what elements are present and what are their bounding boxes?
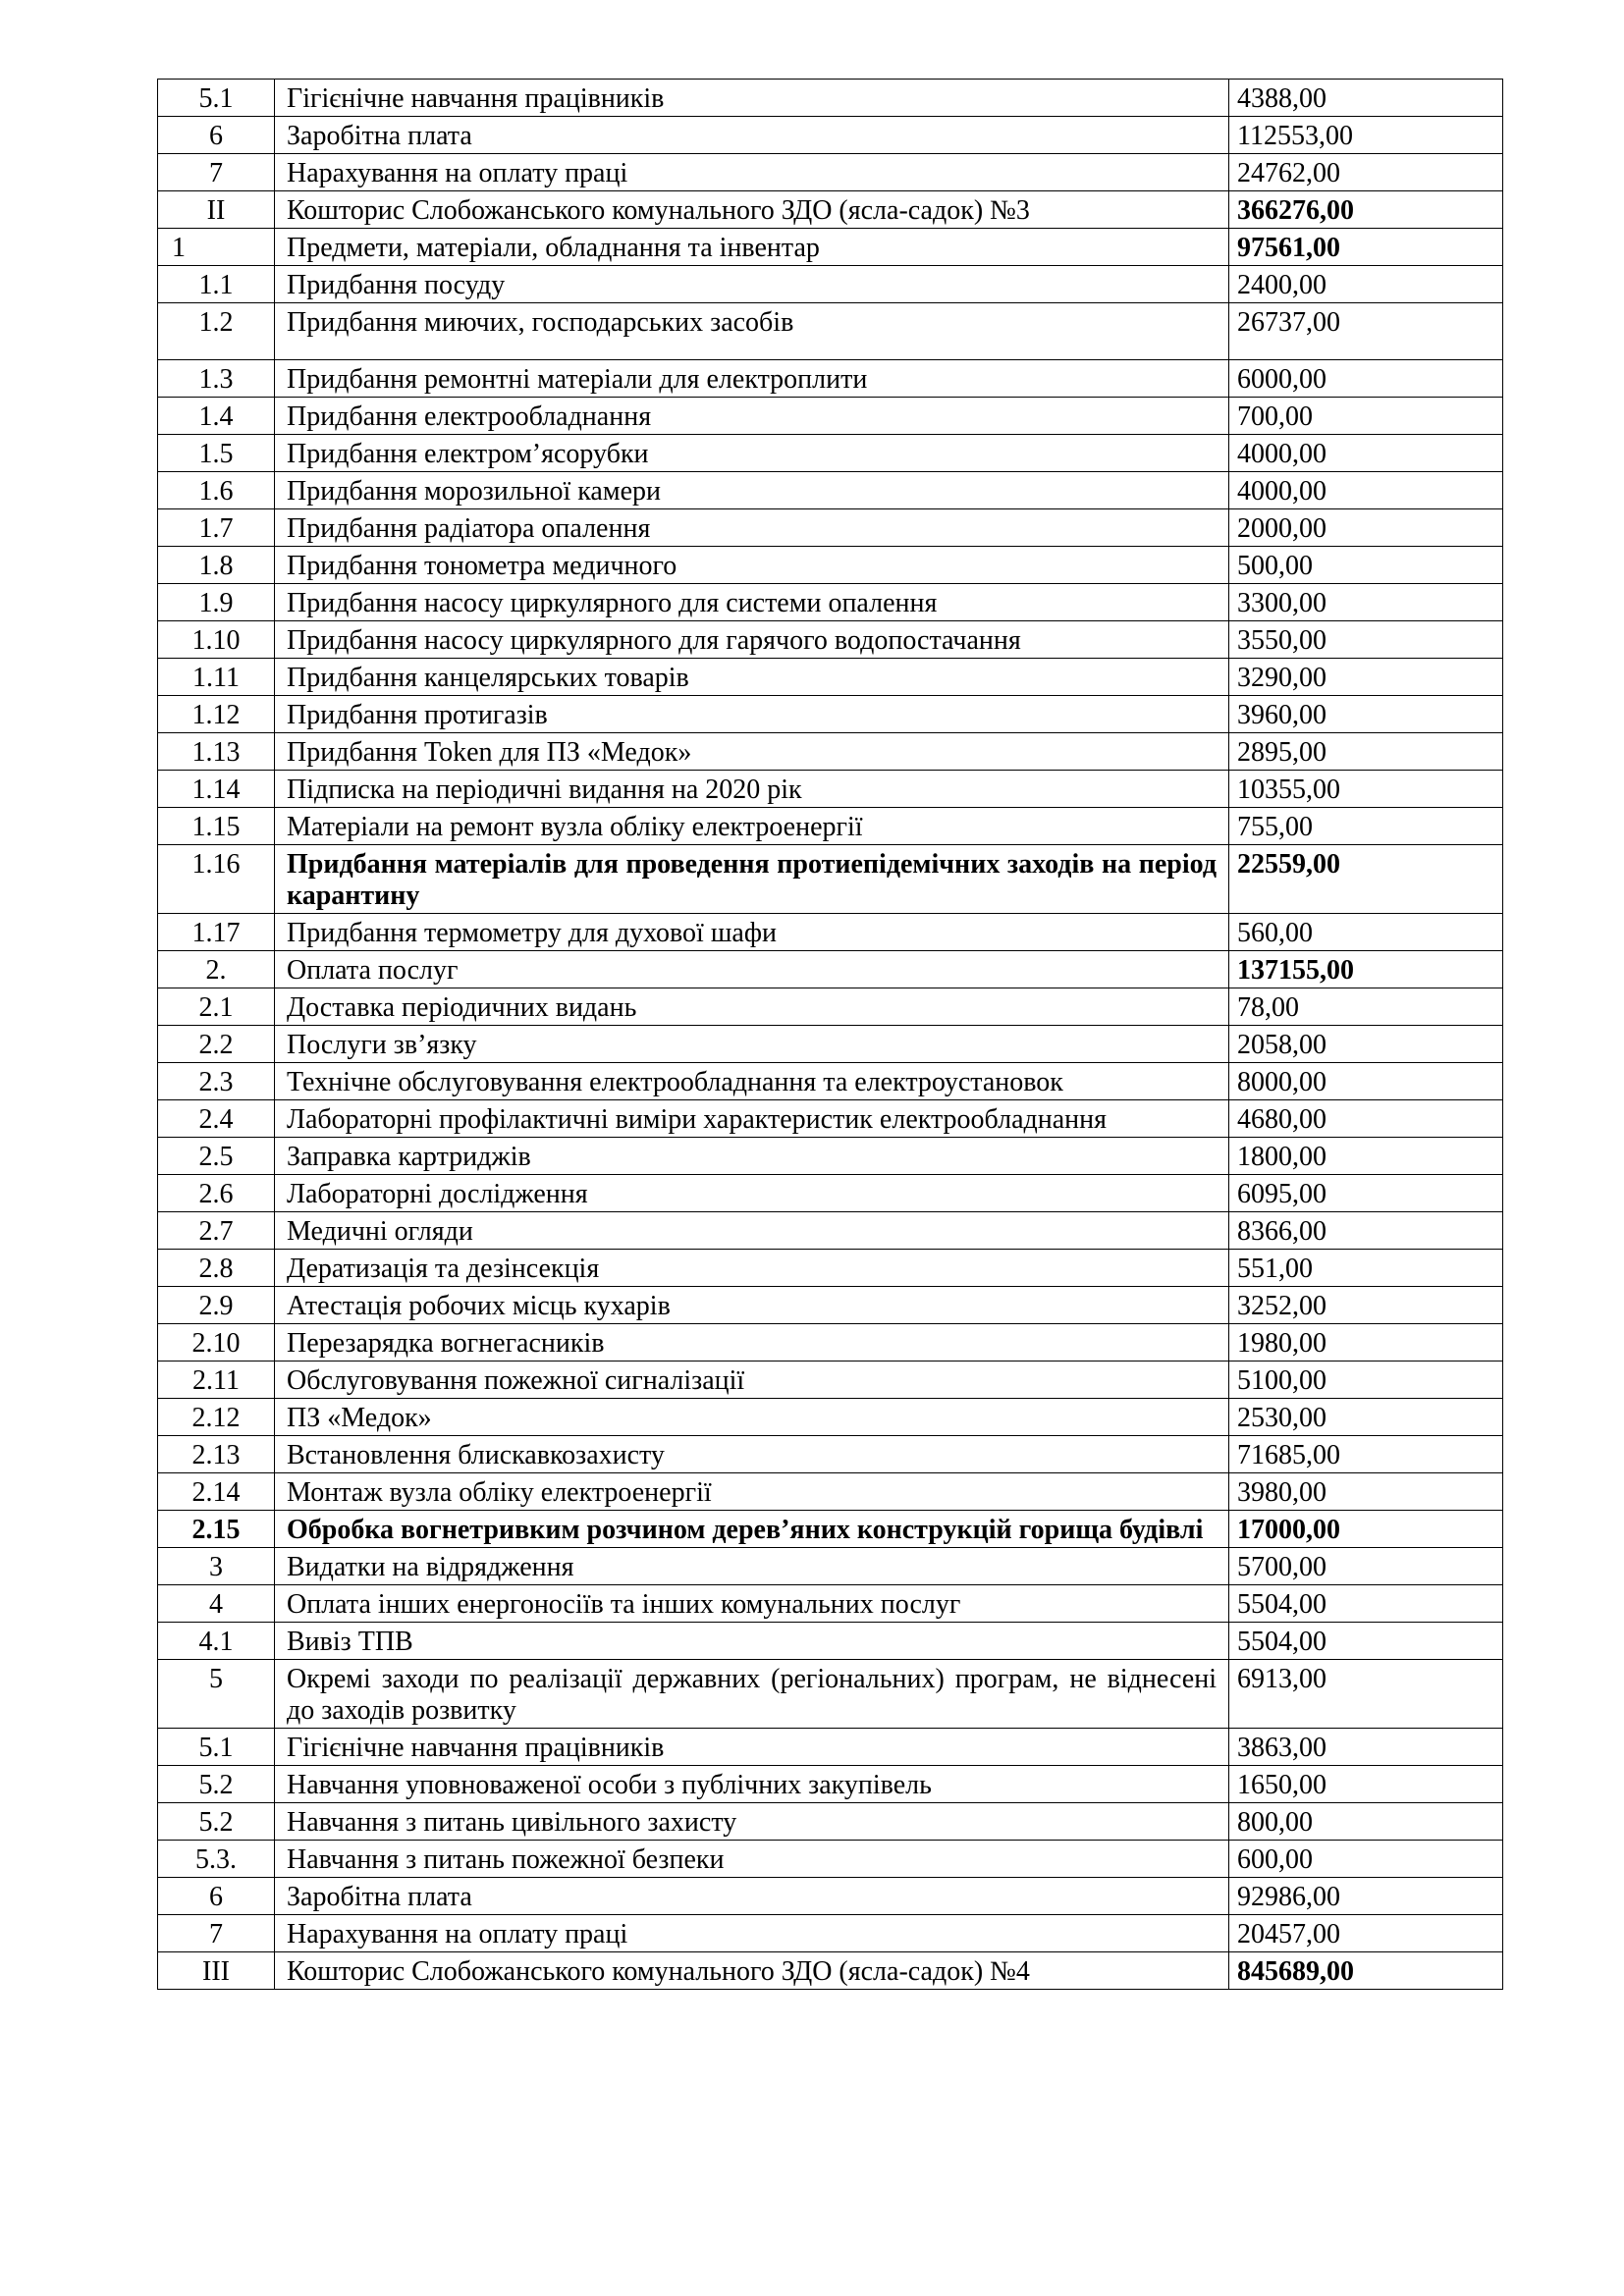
- row-amount: 20457,00: [1229, 1915, 1503, 1952]
- table-row: [158, 80, 1503, 117]
- row-description: Перезарядка вогнегасників: [275, 1324, 1229, 1362]
- row-number: 6: [158, 1878, 275, 1915]
- row-number: 1.9: [158, 584, 275, 621]
- row-description: Медичні огляди: [275, 1212, 1229, 1250]
- row-amount: 1800,00: [1229, 1138, 1503, 1175]
- section-row: [158, 1952, 1503, 1990]
- table-row: [158, 1915, 1503, 1952]
- table-row: [158, 1660, 1503, 1729]
- section-row: [158, 191, 1503, 229]
- row-amount: 755,00: [1229, 808, 1503, 845]
- table-row: [158, 1212, 1503, 1250]
- row-amount: 3290,00: [1229, 659, 1503, 696]
- row-number: 7: [158, 154, 275, 191]
- row-amount: 1650,00: [1229, 1766, 1503, 1803]
- row-description: Придбання радіатора опалення: [275, 509, 1229, 547]
- row-description: Окремі заходи по реалізації державних (регіональних) програм, не віднесені до заходів розвитку: [275, 1660, 1229, 1729]
- table-row: [158, 1623, 1503, 1660]
- row-number: 6: [158, 117, 275, 154]
- row-amount: 4000,00: [1229, 472, 1503, 509]
- row-description: Дератизація та дезінсекція: [275, 1250, 1229, 1287]
- row-amount: 3550,00: [1229, 621, 1503, 659]
- row-description: Придбання миючих, господарських засобів: [275, 303, 1229, 360]
- row-number: 1.3: [158, 360, 275, 398]
- row-amount: 22559,00: [1229, 845, 1503, 914]
- row-description: Придбання матеріалів для проведення протиепідемічних заходів на період карантину: [275, 845, 1229, 914]
- row-number: 7: [158, 1915, 275, 1952]
- row-amount: 4000,00: [1229, 435, 1503, 472]
- row-description: Придбання електрообладнання: [275, 398, 1229, 435]
- row-description: Лабораторні дослідження: [275, 1175, 1229, 1212]
- row-amount: 3252,00: [1229, 1287, 1503, 1324]
- row-description: Навчання з питань пожежної безпеки: [275, 1841, 1229, 1878]
- table-row: [158, 1841, 1503, 1878]
- table-row: [158, 154, 1503, 191]
- row-number: 1: [158, 229, 275, 266]
- row-number: 2.6: [158, 1175, 275, 1212]
- row-description: Навчання уповноваженої особи з публічних закупівель: [275, 1766, 1229, 1803]
- row-number: 1.8: [158, 547, 275, 584]
- row-amount: 4388,00: [1229, 80, 1503, 117]
- row-description: Підписка на періодичні видання на 2020 рік: [275, 771, 1229, 808]
- row-amount: 800,00: [1229, 1803, 1503, 1841]
- row-amount: 24762,00: [1229, 154, 1503, 191]
- table-row: [158, 435, 1503, 472]
- row-number: 2.5: [158, 1138, 275, 1175]
- row-amount: 137155,00: [1229, 951, 1503, 988]
- row-amount: 26737,00: [1229, 303, 1503, 360]
- table-row: [158, 733, 1503, 771]
- row-amount: 2058,00: [1229, 1026, 1503, 1063]
- row-number: II: [158, 191, 275, 229]
- table-row: [158, 360, 1503, 398]
- row-number: 4.1: [158, 1623, 275, 1660]
- row-amount: 500,00: [1229, 547, 1503, 584]
- row-description: Заправка картриджів: [275, 1138, 1229, 1175]
- table-row: [158, 914, 1503, 951]
- row-amount: 3980,00: [1229, 1473, 1503, 1511]
- row-amount: 3300,00: [1229, 584, 1503, 621]
- row-number: 2.11: [158, 1362, 275, 1399]
- row-amount: 2895,00: [1229, 733, 1503, 771]
- row-description: Технічне обслуговування електрообладнання та електроустановок: [275, 1063, 1229, 1100]
- row-number: 2.13: [158, 1436, 275, 1473]
- row-number: 2.3: [158, 1063, 275, 1100]
- row-number: 5: [158, 1660, 275, 1729]
- table-row: [158, 547, 1503, 584]
- row-number: 1.16: [158, 845, 275, 914]
- row-number: 2.10: [158, 1324, 275, 1362]
- row-number: 5.3.: [158, 1841, 275, 1878]
- row-description: Придбання термометру для духової шафи: [275, 914, 1229, 951]
- row-description: Оплата послуг: [275, 951, 1229, 988]
- row-number: 1.11: [158, 659, 275, 696]
- row-description: Заробітна плата: [275, 117, 1229, 154]
- row-description: Гігієнічне навчання працівників: [275, 80, 1229, 117]
- row-description: Придбання посуду: [275, 266, 1229, 303]
- row-number: III: [158, 1952, 275, 1990]
- row-number: 4: [158, 1585, 275, 1623]
- table-row: [158, 1436, 1503, 1473]
- table-row: [158, 1585, 1503, 1623]
- table-row: [158, 584, 1503, 621]
- table-row: [158, 509, 1503, 547]
- row-amount: 6095,00: [1229, 1175, 1503, 1212]
- table-row: [158, 1399, 1503, 1436]
- table-row: [158, 1729, 1503, 1766]
- row-amount: 600,00: [1229, 1841, 1503, 1878]
- row-amount: 4680,00: [1229, 1100, 1503, 1138]
- row-number: 1.17: [158, 914, 275, 951]
- row-description: Заробітна плата: [275, 1878, 1229, 1915]
- row-amount: 6000,00: [1229, 360, 1503, 398]
- row-number: 1.7: [158, 509, 275, 547]
- row-number: 2.14: [158, 1473, 275, 1511]
- row-amount: 112553,00: [1229, 117, 1503, 154]
- table-row: [158, 1026, 1503, 1063]
- table-row: [158, 621, 1503, 659]
- row-amount: 551,00: [1229, 1250, 1503, 1287]
- table-row: [158, 1138, 1503, 1175]
- table-row: [158, 1287, 1503, 1324]
- row-number: 2.8: [158, 1250, 275, 1287]
- row-description: Навчання з питань цивільного захисту: [275, 1803, 1229, 1841]
- table-row: [158, 988, 1503, 1026]
- table-row: [158, 659, 1503, 696]
- row-amount: 97561,00: [1229, 229, 1503, 266]
- table-row: [158, 229, 1503, 266]
- row-description: Придбання морозильної камери: [275, 472, 1229, 509]
- row-number: 2.1: [158, 988, 275, 1026]
- row-description: Обробка вогнетривким розчином дерев’яних конструкцій горища будівлі: [275, 1511, 1229, 1548]
- row-amount: 5700,00: [1229, 1548, 1503, 1585]
- row-amount: 366276,00: [1229, 191, 1503, 229]
- row-number: 1.4: [158, 398, 275, 435]
- table-row: [158, 1063, 1503, 1100]
- row-number: 5.2: [158, 1766, 275, 1803]
- row-amount: 10355,00: [1229, 771, 1503, 808]
- row-number: 1.6: [158, 472, 275, 509]
- row-amount: 2400,00: [1229, 266, 1503, 303]
- row-description: Нарахування на оплату праці: [275, 1915, 1229, 1952]
- row-number: 5.1: [158, 1729, 275, 1766]
- row-description: Доставка періодичних видань: [275, 988, 1229, 1026]
- row-amount: 6913,00: [1229, 1660, 1503, 1729]
- row-amount: 3960,00: [1229, 696, 1503, 733]
- budget-table-body: [158, 80, 1503, 1990]
- row-number: 2.7: [158, 1212, 275, 1250]
- table-row: [158, 1511, 1503, 1548]
- table-row: [158, 398, 1503, 435]
- budget-table: [157, 79, 1503, 1990]
- row-description: Вивіз ТПВ: [275, 1623, 1229, 1660]
- row-number: 2.4: [158, 1100, 275, 1138]
- table-row: [158, 951, 1503, 988]
- table-row: [158, 1324, 1503, 1362]
- row-description: ПЗ «Медок»: [275, 1399, 1229, 1436]
- row-number: 5.2: [158, 1803, 275, 1841]
- row-amount: 2000,00: [1229, 509, 1503, 547]
- row-description: Придбання насосу циркулярного для гарячого водопостачання: [275, 621, 1229, 659]
- row-description: Придбання протигазів: [275, 696, 1229, 733]
- row-amount: 560,00: [1229, 914, 1503, 951]
- table-row: [158, 472, 1503, 509]
- row-description: Монтаж вузла обліку електроенергії: [275, 1473, 1229, 1511]
- table-row: [158, 808, 1503, 845]
- row-number: 2.15: [158, 1511, 275, 1548]
- row-description: Обслуговування пожежної сигналізації: [275, 1362, 1229, 1399]
- row-number: 2.9: [158, 1287, 275, 1324]
- row-description: Встановлення блискавкозахисту: [275, 1436, 1229, 1473]
- row-number: 1.2: [158, 303, 275, 360]
- row-number: 1.5: [158, 435, 275, 472]
- document-page: [157, 79, 1502, 1990]
- row-description: Придбання канцелярських товарів: [275, 659, 1229, 696]
- row-number: 2.2: [158, 1026, 275, 1063]
- row-description: Придбання насосу циркулярного для системи опалення: [275, 584, 1229, 621]
- row-description: Оплата інших енергоносіїв та інших комунальних послуг: [275, 1585, 1229, 1623]
- row-description: Придбання ремонтні матеріали для електроплити: [275, 360, 1229, 398]
- row-number: 2.: [158, 951, 275, 988]
- row-number: 1.10: [158, 621, 275, 659]
- row-amount: 17000,00: [1229, 1511, 1503, 1548]
- row-amount: 71685,00: [1229, 1436, 1503, 1473]
- row-description: Придбання тонометра медичного: [275, 547, 1229, 584]
- row-amount: 8366,00: [1229, 1212, 1503, 1250]
- row-number: 1.15: [158, 808, 275, 845]
- row-amount: 92986,00: [1229, 1878, 1503, 1915]
- row-description: Гігієнічне навчання працівників: [275, 1729, 1229, 1766]
- table-row: [158, 1250, 1503, 1287]
- row-description: Кошторис Слобожанського комунального ЗДО (ясла-садок) №3: [275, 191, 1229, 229]
- table-row: [158, 771, 1503, 808]
- row-description: Предмети, матеріали, обладнання та інвентар: [275, 229, 1229, 266]
- row-number: 1.1: [158, 266, 275, 303]
- table-row: [158, 845, 1503, 914]
- table-row: [158, 1878, 1503, 1915]
- table-row: [158, 266, 1503, 303]
- row-description: Матеріали на ремонт вузла обліку електроенергії: [275, 808, 1229, 845]
- row-description: Послуги зв’язку: [275, 1026, 1229, 1063]
- table-row: [158, 1175, 1503, 1212]
- row-description: Атестація робочих місць кухарів: [275, 1287, 1229, 1324]
- row-number: 3: [158, 1548, 275, 1585]
- row-description: Лабораторні профілактичні виміри характеристик електрообладнання: [275, 1100, 1229, 1138]
- row-description: Видатки на відрядження: [275, 1548, 1229, 1585]
- row-description: Кошторис Слобожанського комунального ЗДО (ясла-садок) №4: [275, 1952, 1229, 1990]
- table-row: [158, 117, 1503, 154]
- table-row: [158, 1362, 1503, 1399]
- row-amount: 78,00: [1229, 988, 1503, 1026]
- row-amount: 845689,00: [1229, 1952, 1503, 1990]
- table-row: [158, 1548, 1503, 1585]
- row-number: 5.1: [158, 80, 275, 117]
- row-amount: 2530,00: [1229, 1399, 1503, 1436]
- row-description: Придбання Token для ПЗ «Медок»: [275, 733, 1229, 771]
- table-row: [158, 1100, 1503, 1138]
- table-row: [158, 1473, 1503, 1511]
- row-amount: 1980,00: [1229, 1324, 1503, 1362]
- table-row: [158, 696, 1503, 733]
- row-description: Придбання електром’ясорубки: [275, 435, 1229, 472]
- row-number: 1.12: [158, 696, 275, 733]
- row-amount: 3863,00: [1229, 1729, 1503, 1766]
- row-amount: 5504,00: [1229, 1585, 1503, 1623]
- table-row: [158, 1803, 1503, 1841]
- table-row: [158, 303, 1503, 360]
- row-amount: 5100,00: [1229, 1362, 1503, 1399]
- row-number: 1.14: [158, 771, 275, 808]
- table-row: [158, 1766, 1503, 1803]
- row-description: Нарахування на оплату праці: [275, 154, 1229, 191]
- row-amount: 5504,00: [1229, 1623, 1503, 1660]
- row-amount: 8000,00: [1229, 1063, 1503, 1100]
- row-amount: 700,00: [1229, 398, 1503, 435]
- row-number: 1.13: [158, 733, 275, 771]
- row-number: 2.12: [158, 1399, 275, 1436]
